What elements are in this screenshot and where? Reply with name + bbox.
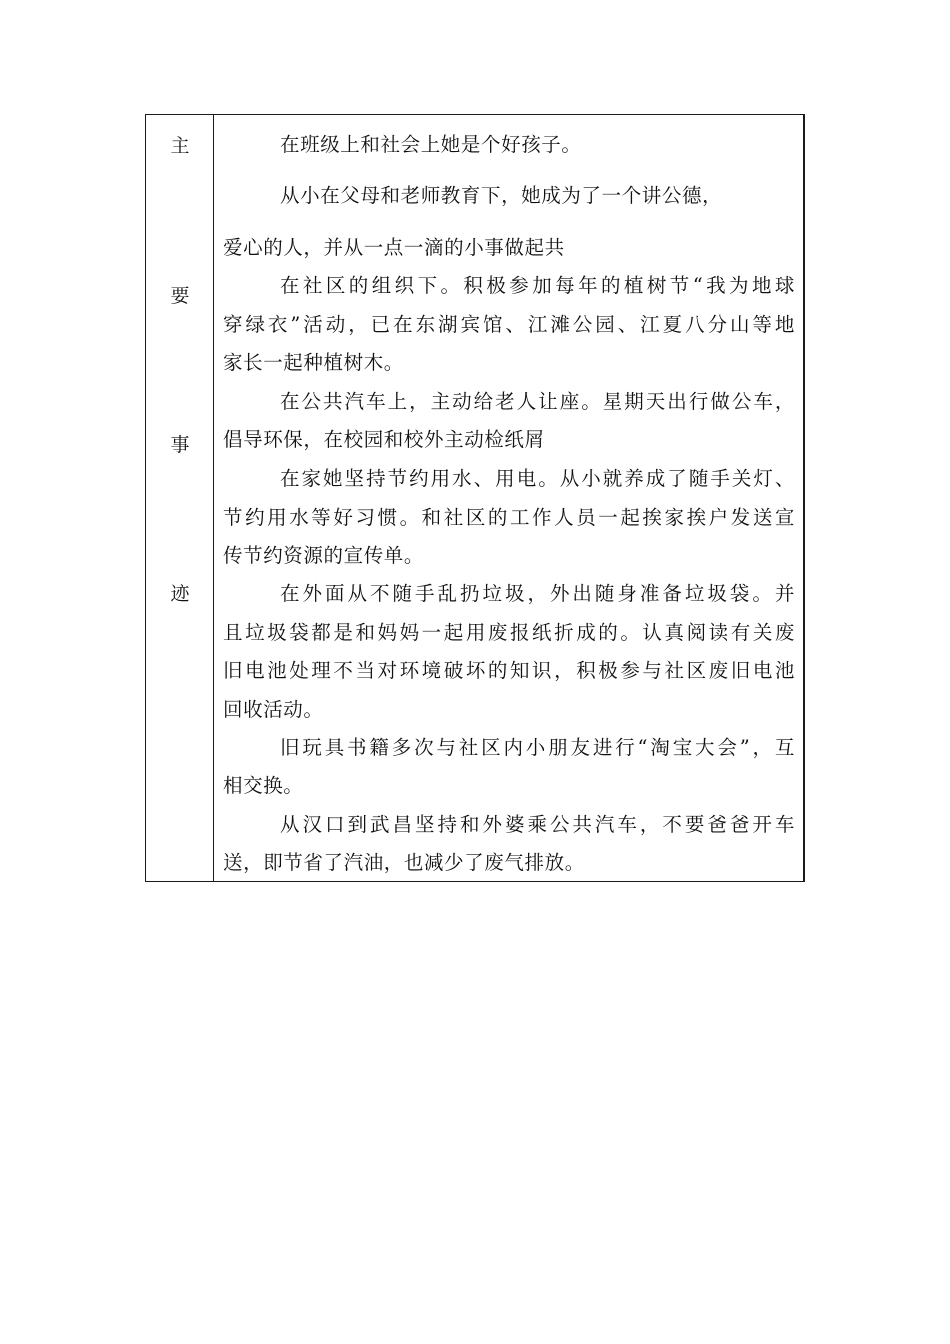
paragraph-line: 在社区的组织下。积极参加每年的植树节“我为地球 <box>280 274 795 297</box>
paragraph-line: 从汉口到武昌坚持和外婆乘公共汽车，不要爸爸开车 <box>280 813 795 836</box>
paragraph-line: 节约用水等好习惯。和社区的工作人员一起挨家挨户发送宣 <box>223 506 795 529</box>
paragraph-line: 从小在父母和老师教育下，她成为了一个讲公德， <box>280 184 723 207</box>
label-char-ji: 迹 <box>170 583 190 605</box>
paragraph-line: 在班级上和社会上她是个好孩子。 <box>280 133 582 156</box>
paragraph-line: 在家她坚持节约用水、用电。从小就养成了随手关灯、 <box>280 467 795 490</box>
label-char-yao: 要 <box>170 285 190 307</box>
deeds-table <box>145 114 805 882</box>
paragraph-line: 旧电池处理不当对环境破坏的知识，积极参与社区废旧电池 <box>223 659 795 682</box>
paragraph-line: 穿绿衣”活动，已在东湖宾馆、江滩公园、江夏八分山等地 <box>223 313 795 336</box>
label-char-shi: 事 <box>170 434 190 456</box>
paragraph-line: 回收活动。 <box>223 698 324 721</box>
paragraph-line: 家长一起种植树木。 <box>223 351 404 374</box>
paragraph-line: 在外面从不随手乱扔垃圾，外出随身准备垃圾袋。并 <box>280 582 795 605</box>
label-char-zhu: 主 <box>170 135 190 157</box>
paragraph-line: 在公共汽车上，主动给老人让座。星期天出行做公车， <box>280 390 795 413</box>
paragraph-line: 倡导环保，在校园和校外主动检纸屑 <box>223 428 545 451</box>
paragraph-line: 且垃圾袋都是和妈妈一起用废报纸折成的。认真阅读有关废 <box>223 621 795 644</box>
deeds-content <box>215 115 805 881</box>
paragraph-line: 旧玩具书籍多次与社区内小朋友进行“淘宝大会”，互 <box>280 736 795 759</box>
paragraph-line: 相交换。 <box>223 774 304 797</box>
paragraph-line: 送，即节省了汽油，也减少了废气排放。 <box>223 851 585 874</box>
paragraph-line: 爱心的人，并从一点一滴的小事做起共 <box>223 236 565 259</box>
label-column <box>146 115 214 881</box>
paragraph-line: 传节约资源的宣传单。 <box>223 544 425 567</box>
